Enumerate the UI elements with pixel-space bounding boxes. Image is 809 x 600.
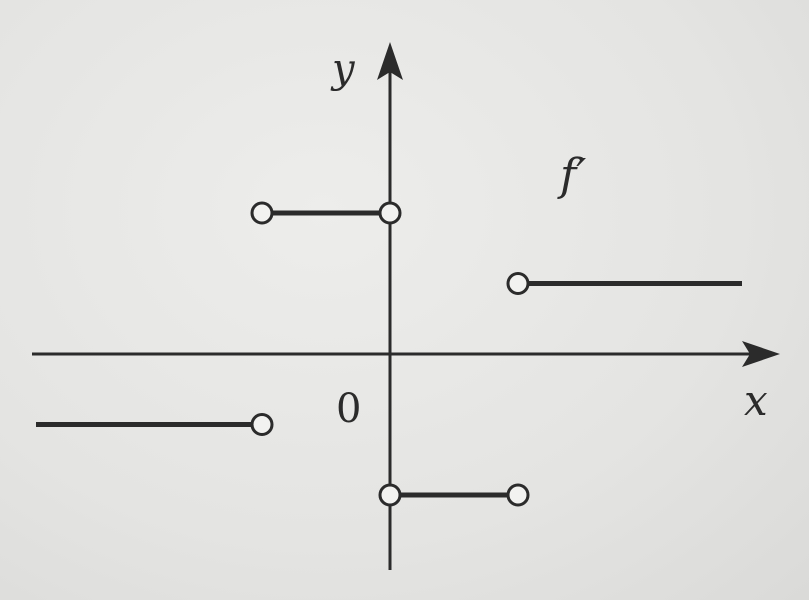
- x-axis-label: x: [744, 376, 768, 425]
- segment-1-end-open-point: [252, 415, 272, 435]
- segment-3-start-open-point: [380, 485, 400, 505]
- segment-2-start-open-point: [252, 203, 272, 223]
- segment-2-end-open-point: [380, 203, 400, 223]
- segment-4-start-open-point: [508, 274, 528, 294]
- labels: [330, 46, 768, 432]
- segment-3-end-open-point: [508, 485, 528, 505]
- axes: [32, 42, 780, 570]
- y-axis-label: y: [332, 46, 355, 92]
- function-label: f′: [560, 150, 587, 201]
- origin-label: 0: [336, 386, 362, 432]
